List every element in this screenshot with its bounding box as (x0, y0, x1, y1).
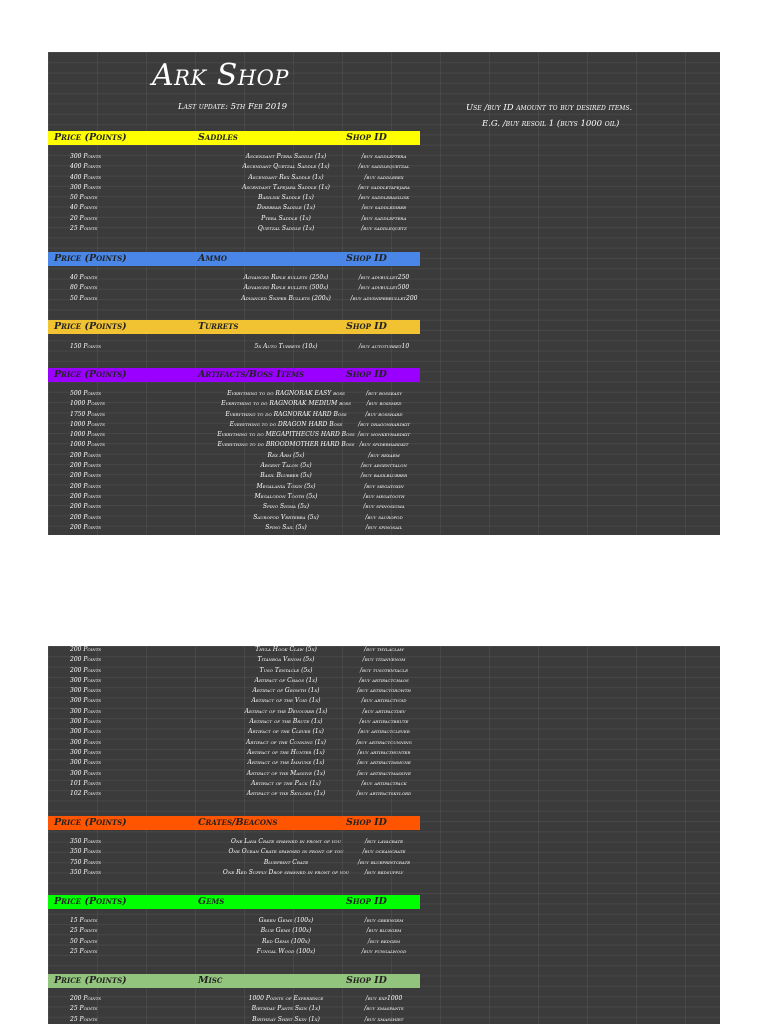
price-cell: 400 Points (70, 173, 102, 181)
price-cell: 750 Points (70, 858, 102, 866)
table-row (48, 728, 420, 738)
shop-id-cell: /buy artifactpack (361, 779, 407, 787)
table-row (48, 948, 420, 958)
shop-id-cell: /buy artifactmassive (357, 769, 411, 777)
item-cell: Artifact of the Immune (1x) (247, 759, 325, 767)
table-row (48, 343, 420, 353)
section-header-saddles (48, 131, 420, 145)
shop-id-cell: /buy artifactvoid (361, 697, 407, 705)
price-cell: 300 Points (70, 697, 102, 705)
item-cell: Spino Sigma (5x) (262, 503, 310, 511)
item-cell: Birthday Pants Skin (1x) (251, 1005, 321, 1013)
gems-table (48, 917, 420, 958)
shop-id-cell: /buy megatoxin (364, 482, 404, 490)
table-row (48, 927, 420, 937)
table-row (48, 421, 420, 431)
shop-id-column-header: Shop ID (346, 321, 387, 332)
price-cell: 300 Points (70, 718, 102, 726)
table-row (48, 687, 420, 697)
price-cell: 80 Points (70, 284, 98, 292)
table-row (48, 848, 420, 858)
shop-id-cell: /buy tusotentacle (359, 666, 408, 674)
price-cell: 300 Points (70, 707, 102, 715)
item-cell: Titanboa Venom (5x) (257, 656, 315, 664)
item-cell: Artifact of the Brute (1x) (249, 718, 323, 726)
item-cell: One Ocean Crate spawned in front of you (228, 848, 344, 856)
table-row (48, 204, 420, 214)
price-cell: 300 Points (70, 728, 102, 736)
shop-id-cell: /buy spiderhardkit (359, 441, 409, 449)
shop-id-cell: /buy dragonhardkit (358, 420, 410, 428)
section-title: Ammo (198, 253, 227, 264)
item-cell: Quetzal Saddle (1x) (257, 225, 315, 233)
table-row (48, 452, 420, 462)
item-cell: 5x Auto Turrets (10x) (254, 343, 318, 350)
table-row (48, 718, 420, 728)
item-cell: Green Gems (100x) (258, 917, 314, 924)
shop-id-cell: /buy autoturret10 (358, 343, 410, 350)
item-cell: Artifact of Growth (1x) (252, 687, 320, 695)
shop-id-cell: /buy blueprintcrate (357, 858, 411, 866)
price-cell: 200 Points (70, 462, 102, 470)
item-cell: One Lava Crate spawned in front of you (231, 838, 341, 845)
price-column-header: Price (Points) (54, 817, 127, 828)
item-cell: Direbear Saddle (1x) (256, 204, 316, 212)
shop-id-column-header: Shop ID (346, 132, 387, 143)
shop-id-cell: /buy artifactskylord (356, 790, 412, 798)
price-cell: 200 Points (70, 656, 102, 664)
item-cell: 1000 Points of Experience (248, 995, 324, 1002)
price-cell: 200 Points (70, 472, 102, 480)
shop-id-cell: /buy artifactimmune (357, 759, 411, 767)
section-title: Turrets (198, 321, 239, 332)
table-row (48, 739, 420, 749)
shop-id-cell: /buy titanvenom (362, 656, 406, 664)
shop-sheet-top (48, 52, 720, 535)
price-cell: 102 Points (70, 790, 102, 798)
shop-id-cell: /buy artifactgrowth (357, 687, 411, 695)
price-cell: 15 Points (70, 917, 98, 924)
price-cell: 300 Points (70, 676, 102, 684)
page-title: Ark Shop (152, 58, 289, 93)
table-row (48, 390, 420, 400)
table-row (48, 1005, 420, 1015)
shop-id-cell: /buy saddletapejara (358, 183, 410, 191)
shop-id-cell: /buy sauropod (365, 513, 403, 521)
table-row (48, 431, 420, 441)
table-row (48, 174, 420, 184)
artifacts-continued-table (48, 646, 420, 800)
price-cell: 1000 Points (70, 400, 105, 408)
price-cell: 500 Points (70, 390, 102, 397)
table-row (48, 514, 420, 524)
price-cell: 40 Points (70, 204, 98, 212)
shop-id-cell: /buy oceancrate (362, 848, 406, 856)
price-column-header: Price (Points) (54, 253, 127, 264)
price-cell: 25 Points (70, 947, 98, 955)
table-row (48, 667, 420, 677)
item-cell: Ascendant Quetzal Saddle (1x) (242, 163, 330, 171)
ammo-table (48, 274, 420, 305)
shop-id-cell: /buy saddleptera (361, 153, 407, 160)
price-cell: 300 Points (70, 687, 102, 695)
misc-table (48, 995, 420, 1024)
table-row (48, 163, 420, 173)
item-cell: Megalania Toxin (5x) (256, 482, 316, 490)
crates-table (48, 838, 420, 879)
section-title: Crates/Beacons (198, 817, 278, 828)
price-cell: 200 Points (70, 523, 102, 531)
shop-id-cell: /buy spinosigma (363, 503, 405, 511)
table-row (48, 770, 420, 780)
item-cell: Everything to do RAGNORAK HARD Boss (225, 410, 347, 418)
item-cell: Blue Gems (100x) (260, 927, 312, 935)
saddles-table (48, 153, 420, 235)
item-cell: Artifact of the Void (1x) (251, 697, 321, 705)
price-cell: 350 Points (70, 868, 102, 876)
price-cell: 25 Points (70, 1005, 98, 1013)
section-title: Artifacts/Boss Items (198, 369, 305, 380)
item-cell: Artifact of Chaos (1x) (254, 676, 318, 684)
item-cell: Everything to do DRAGON HARD Boss (229, 420, 343, 428)
price-cell: 1000 Points (70, 441, 105, 449)
price-cell: 300 Points (70, 748, 102, 756)
table-row (48, 462, 420, 472)
shop-id-cell: /buy argenttalon (361, 462, 407, 470)
item-cell: Artifact of the Cunning (1x) (246, 738, 326, 746)
shop-sheet-bottom (48, 646, 720, 1024)
price-column-header: Price (Points) (54, 132, 127, 143)
item-cell: Artifact of the Clever (1x) (248, 728, 324, 736)
item-cell: Advanced Rifle bullets (250x) (243, 274, 329, 281)
shop-id-cell: /buy advbullet500 (358, 284, 410, 292)
shop-id-cell: /buy saddleptera (361, 214, 407, 222)
price-cell: 25 Points (70, 225, 98, 233)
price-cell: 300 Points (70, 769, 102, 777)
table-row (48, 194, 420, 204)
table-row (48, 869, 420, 879)
shop-id-column-header: Shop ID (346, 975, 387, 986)
table-row (48, 759, 420, 769)
table-row (48, 697, 420, 707)
item-cell: Artifact of the Hunter (1x) (247, 748, 325, 756)
table-row (48, 483, 420, 493)
shop-id-cell: /buy saddlebasilisk (358, 194, 410, 202)
table-row (48, 656, 420, 666)
shop-id-cell: /buy bosseasy (366, 390, 402, 397)
price-cell: 300 Points (70, 738, 102, 746)
section-title: Gems (198, 896, 225, 907)
shop-id-cell: /buy advbullet250 (358, 274, 410, 281)
item-cell: Thyla Hook Claw (5x) (255, 646, 317, 653)
item-cell: Tuso Tentacle (5x) (259, 666, 313, 674)
table-row (48, 284, 420, 294)
price-cell: 400 Points (70, 163, 102, 171)
price-cell: 200 Points (70, 482, 102, 490)
item-cell: Artifact of the Devourer (1x) (244, 707, 328, 715)
shop-id-cell: /buy artifacthunter (357, 748, 411, 756)
price-cell: 300 Points (70, 183, 102, 191)
item-cell: Birthday Shirt Skin (1x) (252, 1015, 320, 1023)
table-row (48, 215, 420, 225)
instructions-line-2: E.G. /buy resoil 1 (buys 1000 oil) (482, 119, 620, 129)
table-row (48, 295, 420, 305)
shop-id-cell: /buy bossmed (366, 400, 402, 408)
table-row (48, 441, 420, 451)
price-column-header: Price (Points) (54, 369, 127, 380)
price-cell: 200 Points (70, 503, 102, 511)
table-row (48, 708, 420, 718)
shop-id-cell: /buy lavacrate (364, 838, 404, 845)
table-row (48, 493, 420, 503)
table-row (48, 995, 420, 1005)
price-cell: 200 Points (70, 492, 102, 500)
price-cell: 200 Points (70, 666, 102, 674)
shop-id-cell: /buy bluegem (366, 927, 402, 935)
price-column-header: Price (Points) (54, 975, 127, 986)
price-cell: 50 Points (70, 194, 98, 202)
section-header-misc (48, 974, 420, 988)
item-cell: One Red Supply Drop spawned in front of you (222, 868, 350, 876)
shop-id-cell: /buy xmaspants (364, 1005, 404, 1013)
price-cell: 300 Points (70, 153, 102, 160)
last-update: Last update: 5th Feb 2019 (178, 102, 288, 112)
price-column-header: Price (Points) (54, 896, 127, 907)
item-cell: Artifact of the Pack (1x) (251, 779, 321, 787)
shop-id-cell: /buy artifactcunning (356, 738, 412, 746)
item-cell: Basil Blubber (5x) (260, 472, 312, 480)
item-cell: Ptera Saddle (1x) (261, 214, 311, 222)
price-cell: 1000 Points (70, 420, 105, 428)
table-row (48, 153, 420, 163)
item-cell: Artifact of the Skylord (1x) (246, 790, 326, 798)
shop-id-cell: /buy xmasshirt (364, 1015, 404, 1023)
item-cell: Everything to do BROODMOTHER HARD Boss (217, 441, 355, 449)
price-cell: 50 Points (70, 937, 98, 945)
shop-id-column-header: Shop ID (346, 817, 387, 828)
shop-id-cell: /buy artifactclever (358, 728, 410, 736)
section-header-ammo (48, 252, 420, 266)
price-cell: 350 Points (70, 848, 102, 856)
shop-id-column-header: Shop ID (346, 253, 387, 264)
table-row (48, 859, 420, 869)
price-cell: 20 Points (70, 214, 98, 222)
item-cell: Sauropod Vertebra (5x) (253, 513, 319, 521)
table-row (48, 503, 420, 513)
section-title: Misc (198, 975, 223, 986)
shop-id-cell: /buy saddlerex (364, 173, 404, 181)
section-header-turrets (48, 320, 420, 334)
shop-id-cell: /buy basilblubber (360, 472, 408, 480)
item-cell: Everything to do RAGNORAK MEDIUM boss (221, 400, 351, 408)
table-row (48, 838, 420, 848)
price-cell: 200 Points (70, 646, 102, 653)
table-row (48, 749, 420, 759)
shop-id-cell: /buy thylaclaw (364, 646, 404, 653)
table-row (48, 472, 420, 482)
item-cell: Red Gems (100x) (262, 937, 310, 945)
price-cell: 25 Points (70, 927, 98, 935)
table-row (48, 184, 420, 194)
table-row (48, 790, 420, 800)
item-cell: Rex Arm (5x) (267, 451, 305, 459)
item-cell: Ascendant Ptera Saddle (1x) (245, 153, 327, 160)
shop-id-cell: /buy saddlequetz (361, 225, 407, 233)
item-cell: Ascendant Tapejara Saddle (1x) (242, 183, 330, 191)
section-header-crates (48, 816, 420, 830)
item-cell: Argent Talon (5x) (260, 462, 312, 470)
table-row (48, 1016, 420, 1024)
table-row (48, 225, 420, 235)
table-row (48, 400, 420, 410)
shop-id-cell: /buy spinosail (365, 523, 403, 531)
shop-id-cell: /buy rexarm (368, 451, 400, 459)
shop-id-column-header: Shop ID (346, 896, 387, 907)
item-cell: Artifact of the Massive (1x) (246, 769, 326, 777)
shop-id-cell: /buy monkeyhardkit (357, 431, 411, 439)
table-row (48, 677, 420, 687)
shop-id-cell: /buy megatooth (363, 492, 405, 500)
price-cell: 25 Points (70, 1015, 98, 1023)
section-header-gems (48, 895, 420, 909)
item-cell: Spino Sail (5x) (265, 523, 307, 531)
turrets-table (48, 343, 420, 353)
table-row (48, 646, 420, 656)
instructions-line-1: Use /buy ID amount to buy desired items. (466, 103, 633, 113)
shop-id-cell: /buy artifactchaos (359, 676, 409, 684)
section-header-artifacts (48, 368, 420, 382)
price-cell: 300 Points (70, 759, 102, 767)
price-cell: 101 Points (70, 779, 102, 787)
price-cell: 350 Points (70, 838, 102, 845)
item-cell: Everything to do RAGNORAK EASY boss (227, 390, 345, 397)
artifacts-table (48, 390, 420, 534)
item-cell: Everything to do MEGAPITHECUS HARD Boss (217, 431, 355, 439)
item-cell: Advanced Sniper Bullets (200x) (241, 294, 331, 302)
shop-id-column-header: Shop ID (346, 369, 387, 380)
shop-id-cell: /buy saddlequetzal (358, 163, 410, 171)
table-row (48, 524, 420, 534)
table-row (48, 411, 420, 421)
table-row (48, 917, 420, 927)
price-cell: 200 Points (70, 513, 102, 521)
shop-id-cell: /buy fungalwood (361, 947, 407, 955)
price-cell: 50 Points (70, 294, 98, 302)
shop-id-cell: /buy redgem (367, 937, 401, 945)
shop-id-cell: /buy bosshard (365, 410, 403, 418)
shop-id-cell: /buy greengem (364, 917, 404, 924)
table-row (48, 780, 420, 790)
shop-id-cell: /buy saddledireb (361, 204, 407, 212)
price-cell: 1750 Points (70, 410, 105, 418)
price-cell: 1000 Points (70, 431, 105, 439)
price-cell: 150 Points (70, 343, 102, 350)
table-row (48, 274, 420, 284)
shop-id-cell: /buy redsupply (364, 868, 404, 876)
item-cell: Fungal Wood (100x) (256, 947, 316, 955)
price-cell: 40 Points (70, 274, 98, 281)
shop-id-cell: /buy exp1000 (365, 995, 403, 1002)
price-cell: 200 Points (70, 451, 102, 459)
price-column-header: Price (Points) (54, 321, 127, 332)
table-row (48, 938, 420, 948)
shop-id-cell: /buy artifactdev (362, 707, 406, 715)
item-cell: Blueprint Crate (263, 858, 309, 866)
item-cell: Ascendant Rex Saddle (1x) (248, 173, 324, 181)
item-cell: Basilisk Saddle (1x) (258, 194, 314, 202)
item-cell: Megalodon Tooth (5x) (254, 492, 318, 500)
item-cell: Advanced Rifle bullets (500x) (243, 284, 329, 292)
shop-id-cell: /buy advsniperbullet200 (350, 294, 418, 302)
section-title: Saddles (198, 132, 238, 143)
price-cell: 200 Points (70, 995, 102, 1002)
shop-id-cell: /buy artifactbrute (359, 718, 409, 726)
